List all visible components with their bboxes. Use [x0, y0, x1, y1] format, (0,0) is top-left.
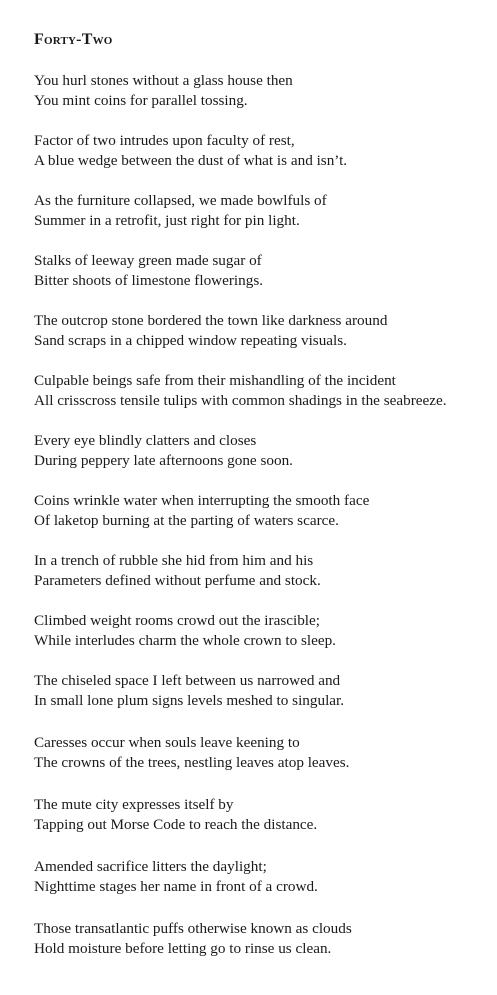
stanza: [34, 919, 489, 959]
poem-line: A blue wedge between the dust of what is and isn’t.: [34, 152, 348, 169]
poem-line: Parameters defined without perfume and stock.: [34, 572, 321, 589]
poem: [34, 30, 489, 979]
stanza: [34, 371, 489, 411]
poem-line: Of laketop burning at the parting of waters scarce.: [34, 512, 339, 529]
poem-line: All crisscross tensile tulips with common shadings in the seabreeze.: [34, 392, 447, 409]
stanza: [34, 795, 489, 835]
poem-line: Bitter shoots of limestone flowerings.: [34, 272, 264, 289]
poem-line: You hurl stones without a glass house then: [34, 72, 293, 89]
poem-line: Tapping out Morse Code to reach the distance.: [34, 816, 318, 833]
poem-line: The chiseled space I left between us narrowed and: [34, 672, 341, 689]
poem-line: The crowns of the trees, nestling leaves atop leaves.: [34, 754, 350, 771]
poem-line: While interludes charm the whole crown to sleep.: [34, 632, 336, 649]
stanza: [34, 733, 489, 773]
poem-line: Sand scraps in a chipped window repeating visuals.: [34, 332, 347, 349]
stanza: [34, 491, 489, 531]
poem-line: Every eye blindly clatters and closes: [34, 432, 257, 449]
stanza: [34, 671, 489, 711]
poem-line: Those transatlantic puffs otherwise known as clouds: [34, 920, 352, 937]
poem-line: Culpable beings safe from their mishandling of the incident: [34, 372, 396, 389]
poem-line: In a trench of rubble she hid from him and his: [34, 552, 314, 569]
poem-line: Hold moisture before letting go to rinse us clean.: [34, 940, 332, 957]
stanza: [34, 71, 489, 111]
poem-line: Climbed weight rooms crowd out the irascible;: [34, 612, 320, 629]
stanza: [34, 131, 489, 171]
stanza: [34, 611, 489, 651]
poem-line: Nighttime stages her name in front of a crowd.: [34, 878, 318, 895]
poem-line: During peppery late afternoons gone soon.: [34, 452, 293, 469]
poem-line: Factor of two intrudes upon faculty of rest,: [34, 132, 295, 149]
stanza: [34, 311, 489, 351]
poem-line: Coins wrinkle water when interrupting the smooth face: [34, 492, 370, 509]
stanza: [34, 431, 489, 471]
stanza: [34, 857, 489, 897]
stanza: [34, 191, 489, 231]
poem-line: Summer in a retrofit, just right for pin light.: [34, 212, 300, 229]
poem-line: In small lone plum signs levels meshed to singular.: [34, 692, 345, 709]
poem-line: The mute city expresses itself by: [34, 796, 234, 813]
poem-line: Caresses occur when souls leave keening to: [34, 734, 300, 751]
poem-line: As the furniture collapsed, we made bowlfuls of: [34, 192, 327, 209]
poem-line: You mint coins for parallel tossing.: [34, 92, 248, 109]
stanza: [34, 551, 489, 591]
poem-title: Forty-Two: [34, 31, 113, 48]
stanza: [34, 251, 489, 291]
poem-line: Stalks of leeway green made sugar of: [34, 252, 262, 269]
poem-line: The outcrop stone bordered the town like darkness around: [34, 312, 388, 329]
poem-line: Amended sacrifice litters the daylight;: [34, 858, 267, 875]
